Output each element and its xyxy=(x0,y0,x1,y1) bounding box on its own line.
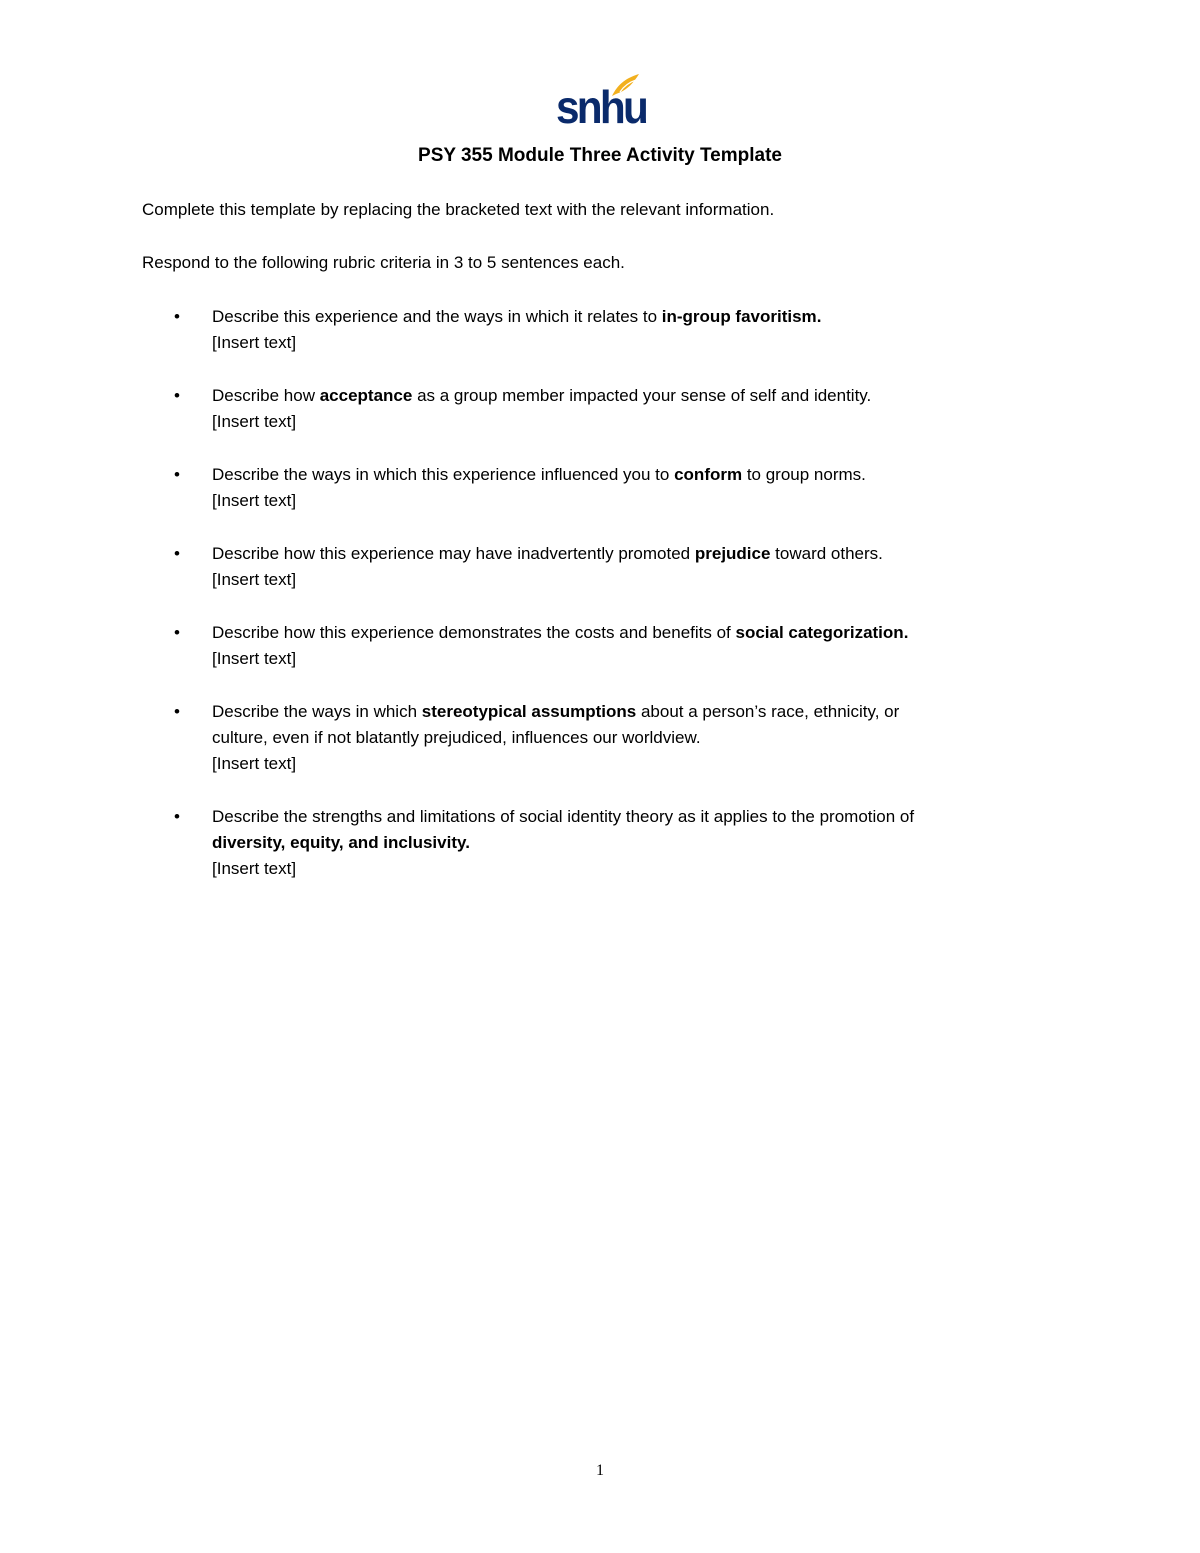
logo-wordmark: snhu xyxy=(556,81,647,133)
criterion-text-continued: culture, even if not blatantly prejudiced, influences our worldview. xyxy=(212,728,701,747)
insert-text-placeholder[interactable]: [Insert text] xyxy=(212,649,297,668)
bullet-icon: • xyxy=(174,465,180,484)
criterion-item xyxy=(142,541,1072,593)
insert-text-placeholder[interactable]: [Insert text] xyxy=(212,570,297,589)
criterion-item xyxy=(142,804,1072,882)
criterion-item xyxy=(142,304,1072,356)
criterion-item xyxy=(142,620,1072,672)
insert-text-placeholder[interactable]: [Insert text] xyxy=(212,754,297,773)
bullet-icon: • xyxy=(174,623,180,642)
snhu-logo xyxy=(556,72,647,133)
page-title: PSY 355 Module Three Activity Template xyxy=(418,145,782,166)
criterion-text: Describe the ways in which this experience influenced you to conform to group norms. xyxy=(212,465,866,484)
criterion-item xyxy=(142,383,1072,435)
criterion-text: Describe the ways in which stereotypical assumptions about a person’s race, ethnicity, or xyxy=(212,702,900,721)
insert-text-placeholder[interactable]: [Insert text] xyxy=(212,859,297,878)
bullet-icon: • xyxy=(174,307,180,326)
insert-text-placeholder[interactable]: [Insert text] xyxy=(212,491,297,510)
instruction-text: Complete this template by replacing the bracketed text with the relevant information. xyxy=(142,200,775,219)
criterion-item xyxy=(142,699,1072,777)
bullet-icon: • xyxy=(174,807,180,826)
bullet-icon: • xyxy=(174,386,180,405)
criterion-text: Describe how this experience may have inadvertently promoted prejudice toward others. xyxy=(212,544,883,563)
criterion-text: Describe the strengths and limitations of social identity theory as it applies to the promotion of xyxy=(212,807,915,826)
page-number: 1 xyxy=(596,1462,604,1479)
criterion-item xyxy=(142,462,1072,514)
respond-text: Respond to the following rubric criteria in 3 to 5 sentences each. xyxy=(142,253,625,272)
insert-text-placeholder[interactable]: [Insert text] xyxy=(212,333,297,352)
criterion-text-continued: diversity, equity, and inclusivity. xyxy=(212,833,470,852)
criteria-list xyxy=(142,304,1072,909)
insert-text-placeholder[interactable]: [Insert text] xyxy=(212,412,297,431)
bullet-icon: • xyxy=(174,544,180,563)
criterion-text: Describe how this experience demonstrates the costs and benefits of social categorization. xyxy=(212,623,909,642)
criterion-text: Describe this experience and the ways in which it relates to in-group favoritism. xyxy=(212,307,822,326)
bullet-icon: • xyxy=(174,702,180,721)
criterion-text: Describe how acceptance as a group member impacted your sense of self and identity. xyxy=(212,386,872,405)
